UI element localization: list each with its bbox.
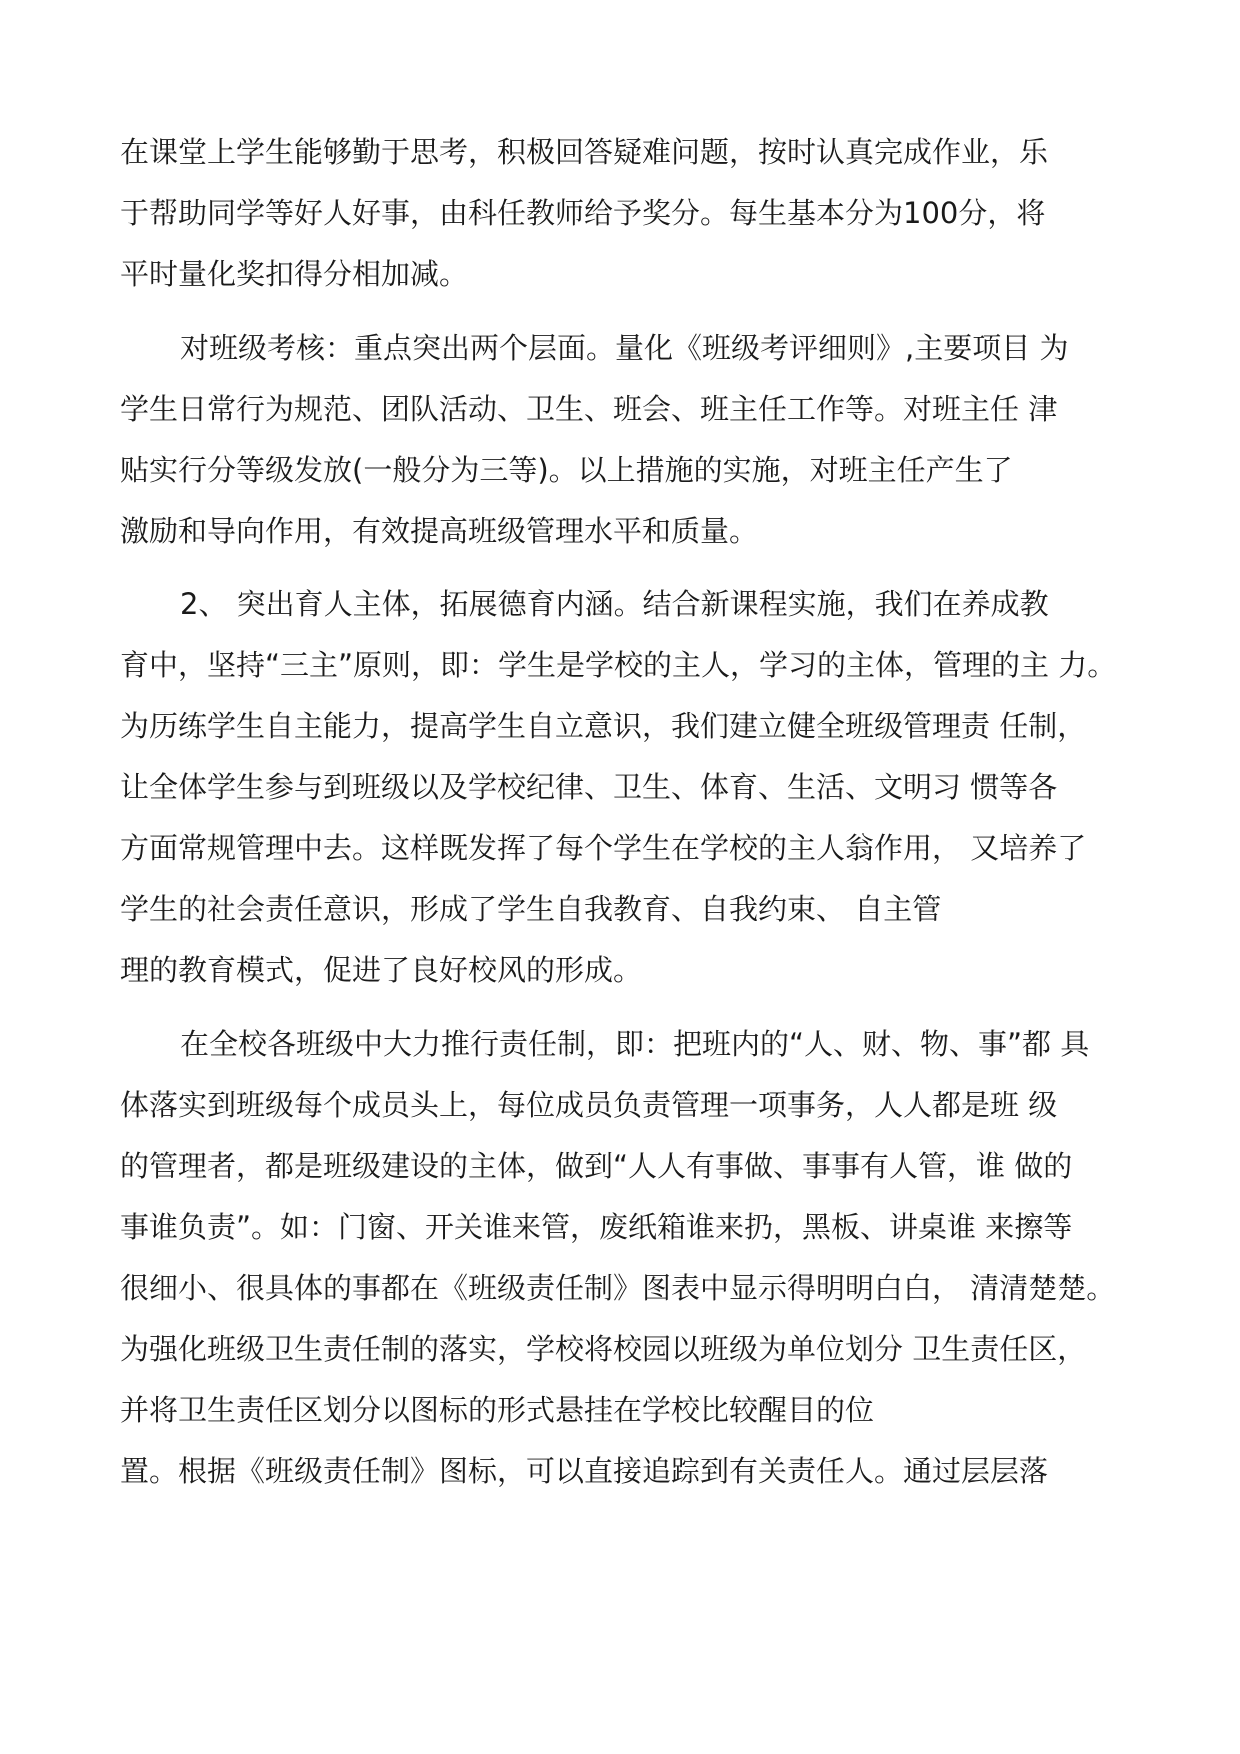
text-line: 并将卫生责任区划分以图标的形式悬挂在学校比较醒目的位 — [120, 1393, 875, 1427]
text-line: 理的教育模式，促进了良好校风的形成。 — [120, 953, 643, 987]
text-line: 体落实到班级每个成员头上，每位成员负责管理一项事务，人人都是班 级 — [120, 1088, 1058, 1122]
text-line: 事谁负责”。如：门窗、开关谁来管，废纸箱谁来扔，黑板、讲桌谁 来擦等 — [120, 1210, 1073, 1244]
text-line: 让全体学生参与到班级以及学校纪律、卫生、体育、生活、文明习 惯等各 — [120, 770, 1058, 804]
text-line: 为强化班级卫生责任制的落实，学校将校园以班级为单位划分 卫生责任区， — [120, 1332, 1087, 1366]
text-line: 学生的社会责任意识，形成了学生自我教育、自我约束、 自主管 — [120, 892, 942, 926]
text-line: 置。根据《班级责任制》图标，可以直接追踪到有关责任人。通过层层落 — [120, 1454, 1049, 1488]
text-line: 于帮助同学等好人好事，由科任教师给予奖分。每生基本分为100分，将 — [120, 196, 1046, 230]
paragraph-start-line: 2、 突出育人主体，拓展德育内涵。结合新课程实施，我们在养成教 — [180, 587, 1049, 621]
text-line: 育中，坚持“三主”原则，即：学生是学校的主人，学习的主体，管理的主 力。 — [120, 648, 1117, 682]
text-line: 贴实行分等级发放(一般分为三等)。以上措施的实施，对班主任产生了 — [120, 453, 1013, 487]
paragraph-start-line: 对班级考核：重点突出两个层面。量化《班级考评细则》,主要项目 为 — [180, 331, 1069, 365]
text-line: 为历练学生自主能力，提高学生自立意识，我们建立健全班级管理责 任制， — [120, 709, 1087, 743]
text-line: 学生日常行为规范、团队活动、卫生、班会、班主任工作等。对班主任 津 — [120, 392, 1058, 426]
text-line: 方面常规管理中去。这样既发挥了每个学生在学校的主人翁作用， 又培养了 — [120, 831, 1087, 865]
paragraph-start-line: 在全校各班级中大力推行责任制，即：把班内的“人、财、物、事”都 具 — [180, 1027, 1090, 1061]
text-line: 平时量化奖扣得分相加减。 — [120, 257, 469, 291]
text-line: 很细小、很具体的事都在《班级责任制》图表中显示得明明白白， 清清楚楚。 — [120, 1271, 1116, 1305]
text-line: 在课堂上学生能够勤于思考，积极回答疑难问题，按时认真完成作业，乐 — [120, 135, 1049, 169]
text-line: 激励和导向作用，有效提高班级管理水平和质量。 — [120, 514, 759, 548]
text-line: 的管理者，都是班级建设的主体，做到“人人有事做、事事有人管，谁 做的 — [120, 1149, 1073, 1183]
